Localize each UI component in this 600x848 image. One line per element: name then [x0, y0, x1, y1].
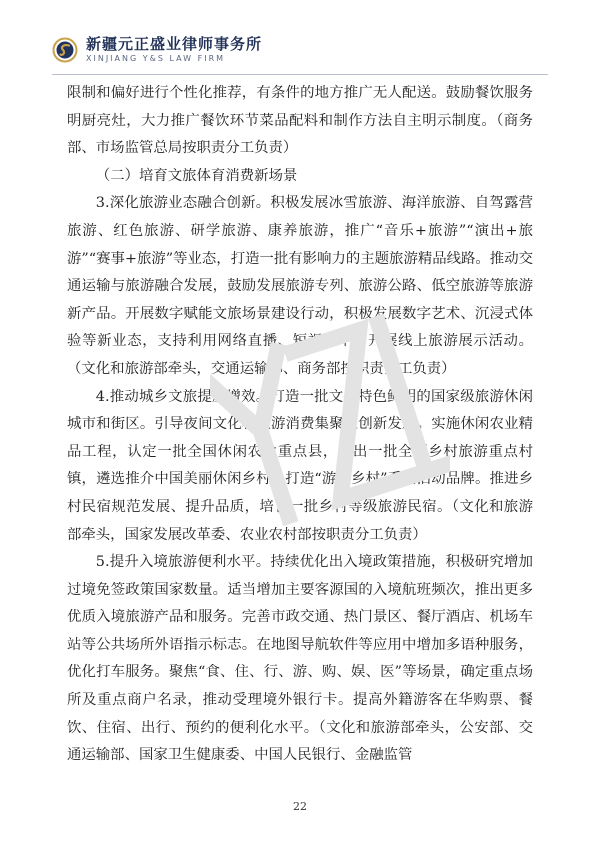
- document-body: [67, 80, 533, 770]
- letterhead: [52, 30, 262, 70]
- firm-logo-icon: [52, 37, 78, 63]
- page-number: 22: [293, 800, 307, 813]
- paragraph-item-5: 5.提升入境旅游便利水平。持续优化出入境政策措施，积极研究增加过境免签政策国家数量。适当增加主要客源国的入境航班频次，推出更多优质入境旅游产品和服务。完善市政交通、热门景区、餐厅酒店、机场车站等公共场所外语指示标志。在地图导航软件等应用中增加多语种服务，优化打车服务。聚焦“食、住、行、游、购、娱、医”等场景，确定重点场所及重点商户名录，推动受理境外银行卡。提高外籍游客在华购票、餐饮、住宿、出行、预约的便利化水平。（文化和旅游部牵头，公安部、交通运输部、国家卫生健康委、中国人民银行、金融监管: [67, 554, 533, 764]
- paragraph-item-3: 3.深化旅游业态融合创新。积极发展冰雪旅游、海洋旅游、自驾露营旅游、红色旅游、研学旅游、康养旅游，推广“音乐+旅游”“演出+旅游”“赛事+旅游”等业态，打造一批有影响力的主题旅游精品线路。推动交通运输与旅游融合发展，鼓励发展旅游专列、旅游公路、低空旅游等旅游新产品。开展数字赋能文旅场景建设行动，积极发展数字艺术、沉浸式体验等新业态，支持利用网络直播、短视频平台开展线上旅游展示活动。（文化和旅游部牵头，交通运输部、商务部按职责分工负责）: [67, 195, 533, 377]
- firm-name-chinese: 新疆元正盛业律师事务所: [86, 35, 263, 53]
- section-heading: （二）培育文旅体育消费新场景: [95, 167, 298, 184]
- paragraph-continued: 限制和偏好进行个性化推荐，有条件的地方推广无人配送。鼓励餐饮服务明厨亮灶，大力推广餐饮环节菜品配料和制作方法自主明示制度。（商务部、市场监管总局按职责分工负责）: [67, 85, 533, 157]
- header-divider: [52, 74, 548, 75]
- firm-name-english: XINJIANG Y&S LAW FIRM: [86, 54, 226, 63]
- paragraph-item-4: 4.推动城乡文旅提质增效。打造一批文化特色鲜明的国家级旅游休闲城市和街区。引导夜间文化和旅游消费集聚区创新发展。实施休闲农业精品工程，认定一批全国休闲农业重点县，推出一批全国乡村旅游重点村镇，遴选推介中国美丽休闲乡村。打造“游购乡村”系列活动品牌。推进乡村民宿规范发展、提升品质，培育一批乡村等级旅游民宿。（文化和旅游部牵头，国家发展改革委、农业农村部按职责分工负责）: [67, 388, 533, 543]
- firm-name-block: [86, 36, 262, 64]
